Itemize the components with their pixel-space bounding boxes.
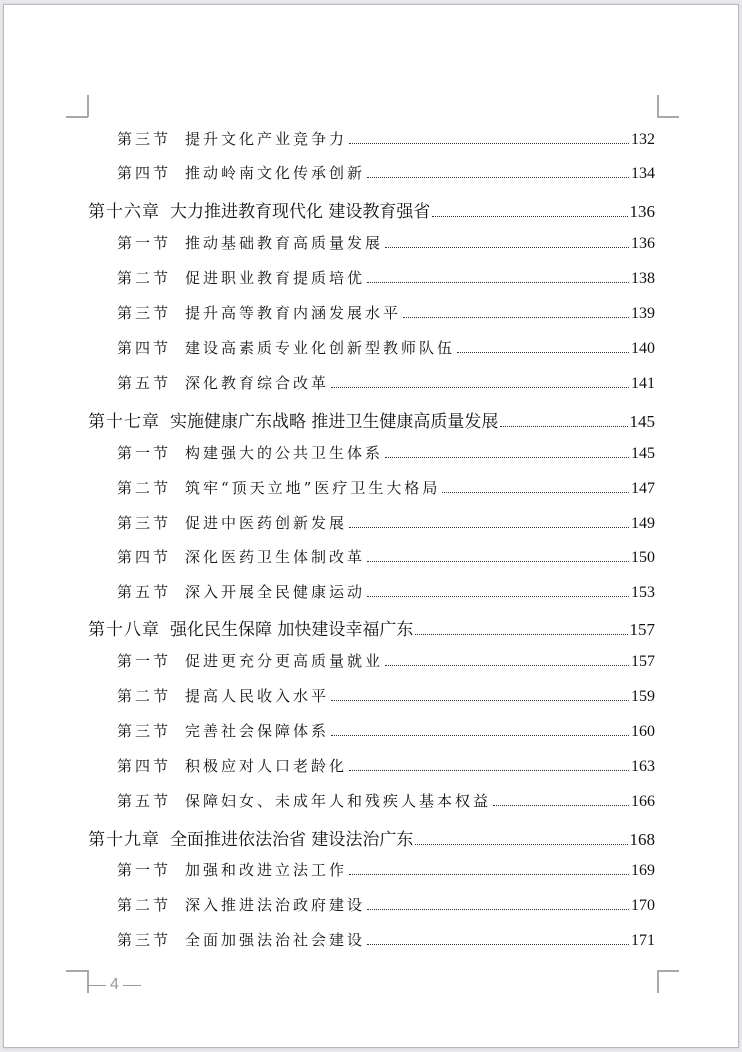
dot-leader: [367, 909, 629, 910]
toc-entry-page: 141: [631, 375, 655, 392]
dot-leader: [493, 805, 629, 806]
toc-entry-title: 全面加强法治社会建设: [185, 931, 366, 949]
toc-entry-page: 136: [629, 202, 655, 221]
toc-entry-title: 提高人民收入水平: [185, 687, 330, 705]
toc-section-entry[interactable]: [117, 267, 655, 288]
toc-entry-page: 138: [631, 270, 655, 287]
crop-mark-bottom-right-h: [657, 970, 679, 972]
toc-section-entry[interactable]: [117, 512, 655, 533]
toc-chapter-entry[interactable]: [88, 825, 655, 850]
dot-leader: [331, 387, 629, 388]
toc-entry-page: 149: [631, 515, 655, 532]
toc-entry-label: 第二节: [117, 896, 172, 914]
toc-entry-title: 推动岭南文化传承创新: [185, 164, 366, 182]
toc-entry-label: 第二节: [117, 479, 172, 497]
toc-entry-label: 第三节: [117, 931, 172, 949]
toc-entry-label: 第一节: [117, 444, 172, 462]
toc-section-entry[interactable]: [117, 302, 655, 323]
crop-mark-bottom-right-v: [657, 970, 659, 993]
toc-entry-title: 促进职业教育提质培优: [185, 269, 366, 287]
toc-entry-label: 第二节: [117, 269, 172, 287]
toc-entry-page: 153: [631, 584, 655, 601]
dot-leader: [385, 247, 629, 248]
toc-entry-page: 132: [631, 131, 655, 148]
toc-entry-label: 第二节: [117, 687, 172, 705]
toc-entry-page: 145: [629, 412, 655, 431]
toc-entry-title: 促进中医药创新发展: [185, 514, 348, 532]
toc-entry-label: 第三节: [117, 514, 172, 532]
toc-chapter-entry[interactable]: [88, 615, 655, 640]
toc-entry-page: 163: [631, 758, 655, 775]
page-number-text: 4: [110, 976, 119, 993]
toc-section-entry[interactable]: [117, 372, 655, 393]
toc-entry-title: 促进更充分更高质量就业: [185, 652, 384, 670]
dash-right: [123, 985, 141, 986]
toc-entry-page: 140: [631, 340, 655, 357]
toc-entry-page: 170: [631, 897, 655, 914]
toc-entry-label: 第三节: [117, 130, 172, 148]
toc-entry-page: 168: [629, 830, 655, 849]
dot-leader: [385, 665, 629, 666]
dot-leader: [367, 944, 629, 945]
toc-entry-label: 第十九章: [88, 830, 160, 850]
toc-entry-label: 第三节: [117, 304, 172, 322]
toc-entry-label: 第十六章: [88, 202, 160, 222]
toc-entry-page: 171: [631, 932, 655, 949]
toc-section-entry[interactable]: [117, 929, 655, 950]
dot-leader: [331, 735, 629, 736]
toc-entry-title: 推动基础教育高质量发展: [185, 234, 384, 252]
toc-entry-label: 第十七章: [88, 412, 160, 432]
dot-leader: [457, 352, 629, 353]
toc-entry-page: 159: [631, 688, 655, 705]
toc-section-entry[interactable]: [117, 232, 655, 253]
dot-leader: [415, 844, 627, 845]
dot-leader: [349, 527, 629, 528]
toc-section-entry[interactable]: [117, 337, 655, 358]
toc-section-entry[interactable]: [117, 162, 655, 183]
toc-entry-title: 保障妇女、未成年人和残疾人基本权益: [185, 792, 492, 810]
crop-mark-top-left-h: [66, 116, 88, 118]
crop-mark-top-right-v: [657, 95, 659, 117]
toc-entry-title: 大力推进教育现代化 建设教育强省: [170, 202, 431, 222]
toc-entry-title: 强化民生保障 加快建设幸福广东: [170, 620, 414, 640]
toc-entry-label: 第四节: [117, 548, 172, 566]
crop-mark-top-right-h: [657, 116, 679, 118]
toc-entry-title: 全面推进依法治省 建设法治广东: [170, 830, 414, 850]
page-number: [88, 976, 141, 994]
toc-entry-label: 第一节: [117, 861, 172, 879]
toc-section-entry[interactable]: [117, 650, 655, 671]
toc-entry-title: 深化教育综合改革: [185, 374, 330, 392]
toc-section-entry[interactable]: [117, 546, 655, 567]
toc-entry-label: 第五节: [117, 792, 172, 810]
dot-leader: [500, 426, 627, 427]
toc-entry-label: 第一节: [117, 652, 172, 670]
toc-entry-label: 第三节: [117, 722, 172, 740]
toc-entry-label: 第五节: [117, 374, 172, 392]
toc-entry-page: 147: [631, 480, 655, 497]
toc-section-entry[interactable]: [117, 755, 655, 776]
toc-entry-page: 160: [631, 723, 655, 740]
toc-entry-page: 166: [631, 793, 655, 810]
toc-entry-label: 第五节: [117, 583, 172, 601]
crop-mark-top-left-v: [87, 95, 89, 117]
toc-entry-label: 第四节: [117, 164, 172, 182]
toc-entry-label: 第十八章: [88, 620, 160, 640]
toc-section-entry[interactable]: [117, 581, 655, 602]
toc-section-entry[interactable]: [117, 894, 655, 915]
dot-leader: [367, 561, 629, 562]
dot-leader: [349, 874, 629, 875]
dot-leader: [349, 770, 629, 771]
dot-leader: [415, 634, 627, 635]
toc-entry-page: 150: [631, 549, 655, 566]
dot-leader: [432, 216, 627, 217]
toc-entry-page: 157: [629, 620, 655, 639]
crop-mark-bottom-left-h: [66, 970, 88, 972]
toc-chapter-entry[interactable]: [88, 407, 655, 432]
dot-leader: [367, 177, 629, 178]
toc-entry-title: 提升文化产业竞争力: [185, 130, 348, 148]
toc-entry-title: 深入推进法治政府建设: [185, 896, 366, 914]
toc-entry-page: 139: [631, 305, 655, 322]
dot-leader: [367, 282, 629, 283]
toc-entry-title: 筑牢“顶天立地”医疗卫生大格局: [185, 479, 441, 497]
toc-entry-page: 145: [631, 445, 655, 462]
toc-entry-label: 第四节: [117, 757, 172, 775]
toc-entry-label: 第四节: [117, 339, 172, 357]
toc-entry-title: 完善社会保障体系: [185, 722, 330, 740]
toc-section-entry[interactable]: [117, 720, 655, 741]
toc-entry-page: 157: [631, 653, 655, 670]
dot-leader: [349, 143, 629, 144]
toc-entry-title: 实施健康广东战略 推进卫生健康高质量发展: [170, 412, 499, 432]
toc-chapter-entry[interactable]: [88, 197, 655, 222]
toc-entry-title: 深入开展全民健康运动: [185, 583, 366, 601]
toc-section-entry[interactable]: [117, 442, 655, 463]
toc-entry-title: 提升高等教育内涵发展水平: [185, 304, 402, 322]
toc-entry-title: 建设高素质专业化创新型教师队伍: [185, 339, 456, 357]
toc-entry-label: 第一节: [117, 234, 172, 252]
toc-section-entry[interactable]: [117, 685, 655, 706]
toc-section-entry[interactable]: [117, 859, 655, 880]
toc-section-entry[interactable]: [117, 477, 655, 498]
toc-section-entry[interactable]: [117, 790, 655, 811]
dot-leader: [367, 596, 629, 597]
dot-leader: [442, 492, 629, 493]
toc-entry-title: 积极应对人口老龄化: [185, 757, 348, 775]
toc-entry-page: 136: [631, 235, 655, 252]
dot-leader: [385, 457, 629, 458]
toc-entry-page: 134: [631, 165, 655, 182]
dot-leader: [331, 700, 629, 701]
toc-entry-title: 加强和改进立法工作: [185, 861, 348, 879]
toc-entry-page: 169: [631, 862, 655, 879]
toc-entry-title: 深化医药卫生体制改革: [185, 548, 366, 566]
toc-entry-title: 构建强大的公共卫生体系: [185, 444, 384, 462]
dot-leader: [403, 317, 629, 318]
toc-section-entry[interactable]: [117, 128, 655, 149]
dash-left: [88, 985, 106, 986]
